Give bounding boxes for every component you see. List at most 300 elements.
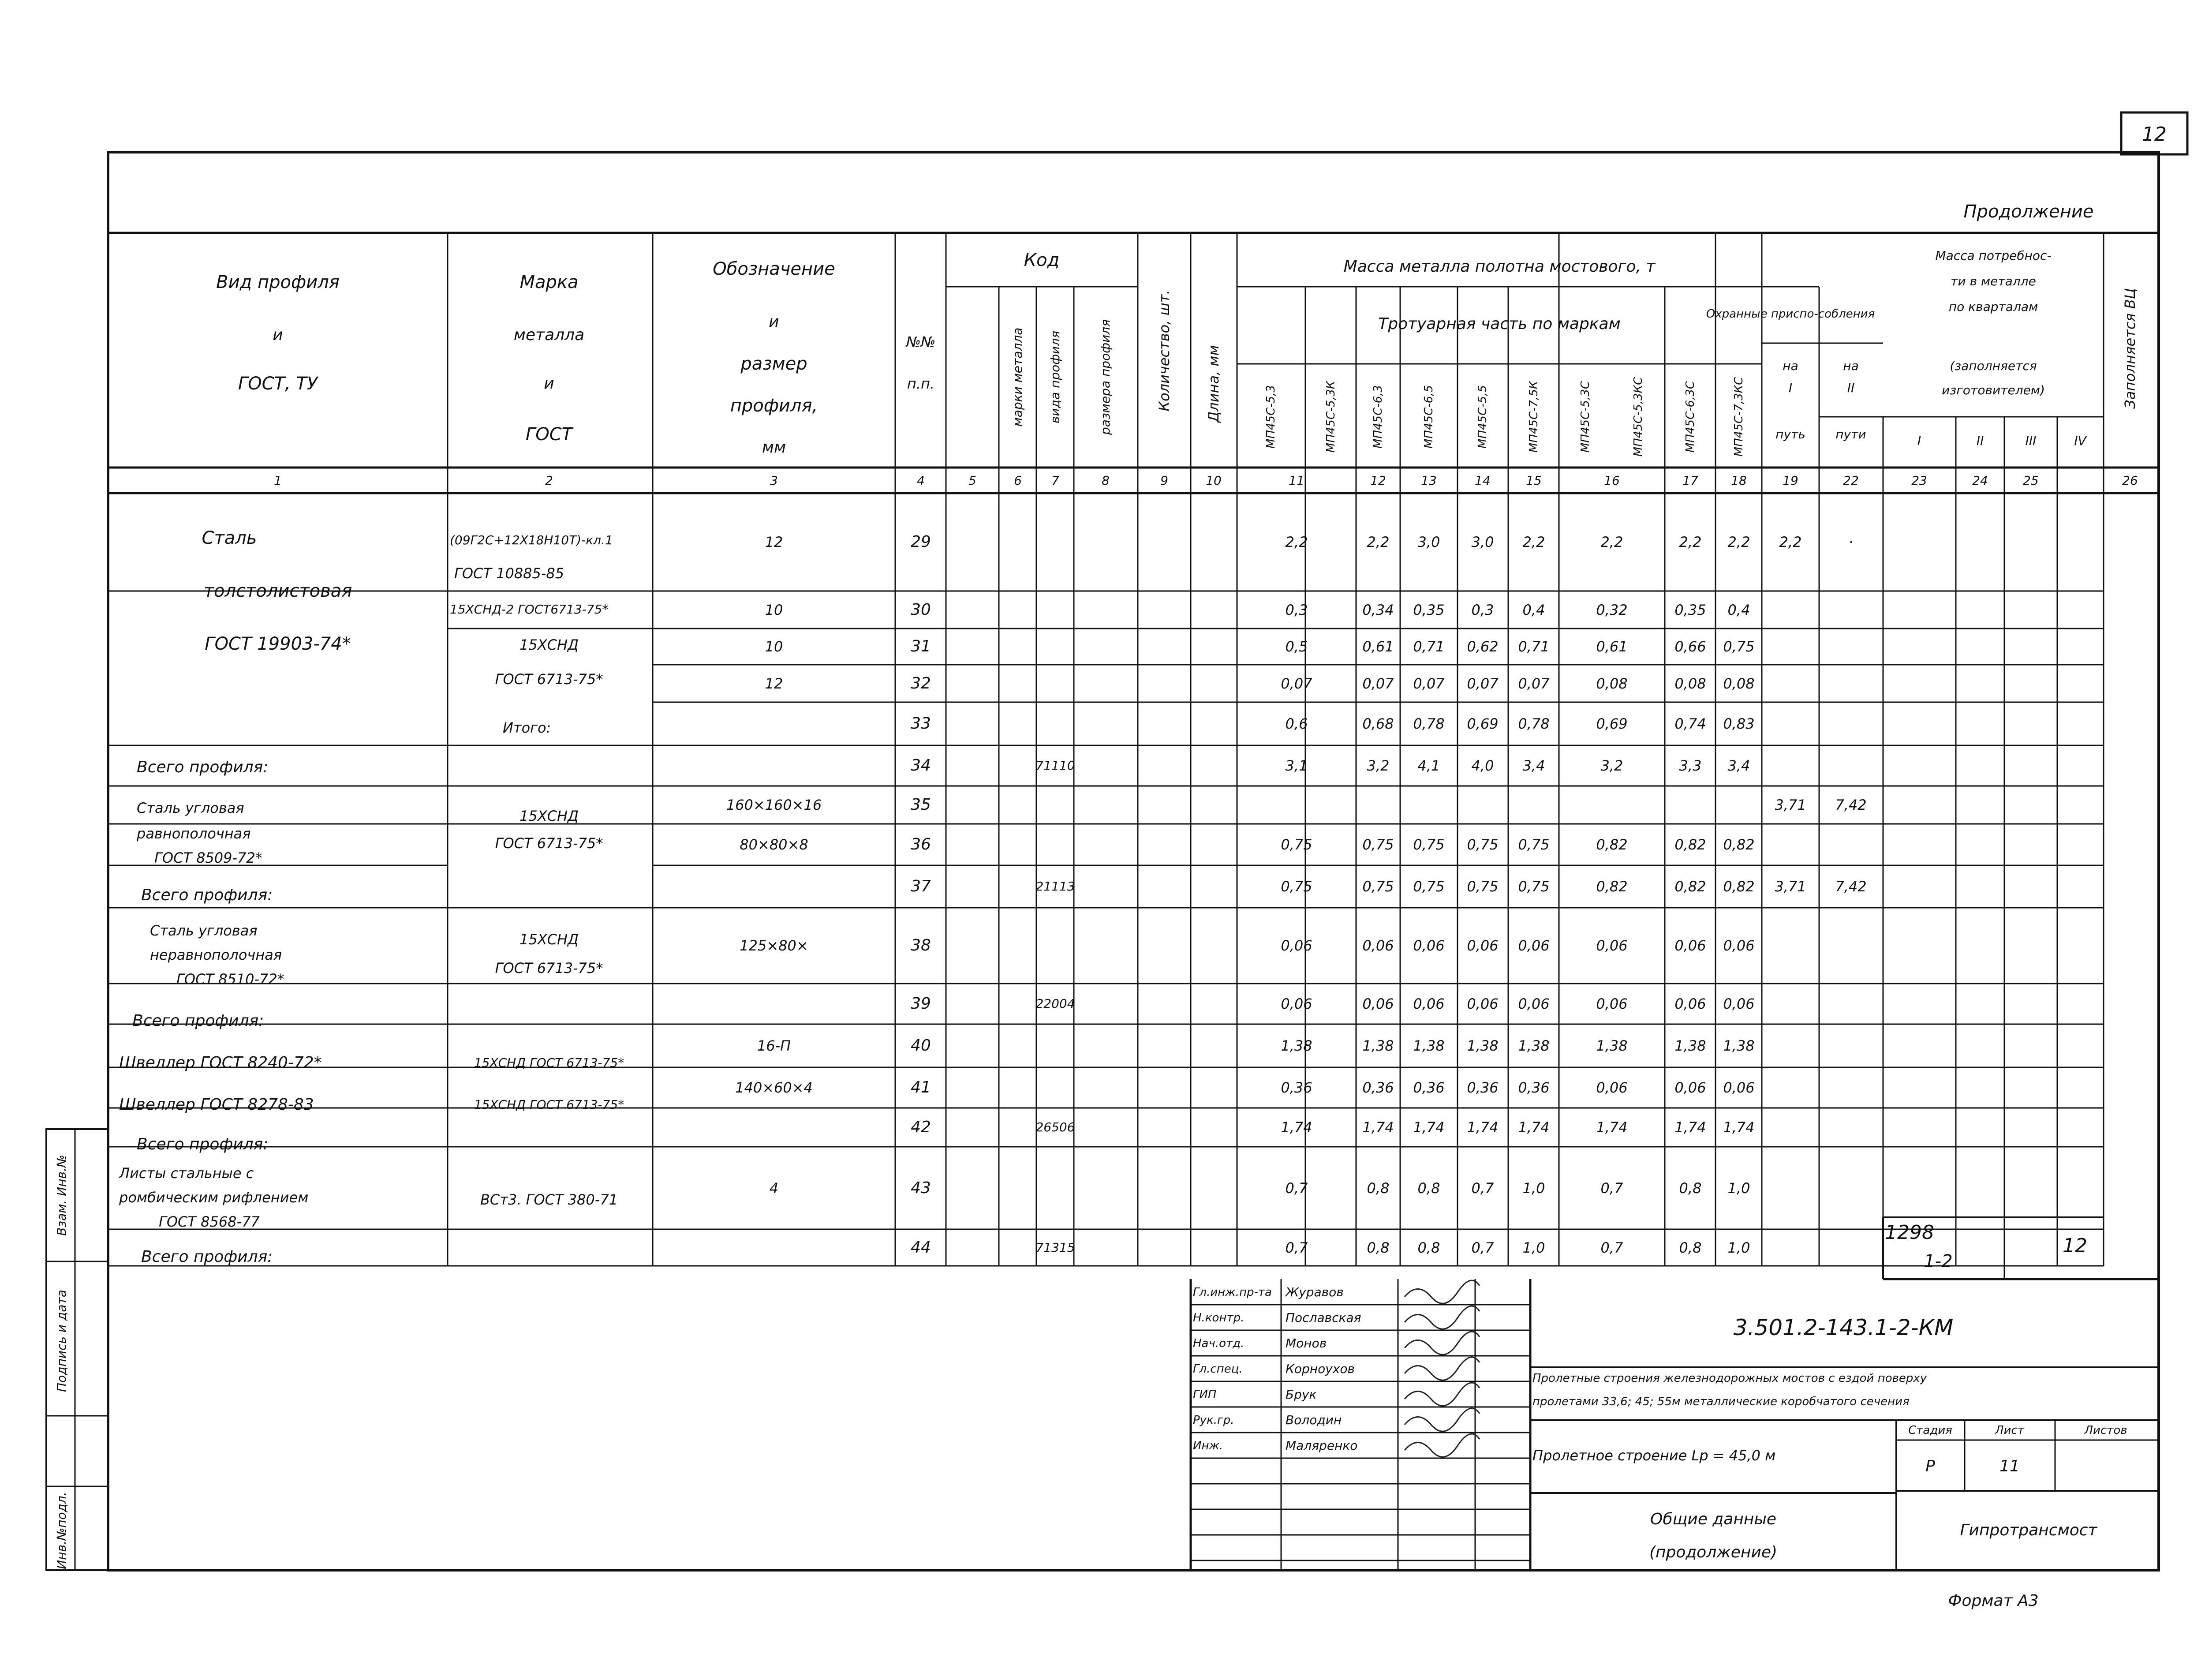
row-size: 140×60×4 xyxy=(735,1079,813,1096)
row-mass-value: 1,38 xyxy=(1596,1037,1628,1054)
col-number-11: 12 xyxy=(1370,473,1386,488)
stamp-list: Лист xyxy=(1995,1424,2024,1437)
row-ugl-ravn-1: Сталь угловая xyxy=(137,800,244,816)
row-mass-value: 0,06 xyxy=(1413,995,1445,1012)
row-number: 42 xyxy=(911,1118,931,1136)
stamp-name: Монов xyxy=(1286,1336,1327,1351)
row-number: 33 xyxy=(911,715,931,733)
row-ugl-ravn-3: ГОСТ 8509-72* xyxy=(154,849,262,866)
row-mass-value: 2,2 xyxy=(1727,534,1750,550)
row-vsego-3: Всего профиля: xyxy=(132,1012,264,1030)
signature xyxy=(1405,1357,1480,1380)
col-number-20: 23 xyxy=(1911,473,1927,488)
row-mass-value: 0,71 xyxy=(1413,638,1445,655)
header-npp: п.п. xyxy=(907,375,935,392)
row-mass-value: 0,8 xyxy=(1367,1179,1390,1197)
row-number: 39 xyxy=(911,995,931,1013)
header-mark-8: МП45С-6,3С xyxy=(1684,381,1697,453)
header-trotuar: Тротуарная часть по маркам xyxy=(1378,315,1621,333)
header-mark-2: МП45С-6,3 xyxy=(1372,385,1385,449)
row-mass-value: 0,36 xyxy=(1362,1079,1394,1096)
header-mark-6: МП45С-5,3С xyxy=(1579,381,1592,453)
header-mark-1: МП45С-5,3К xyxy=(1324,381,1338,453)
row-mass-value: 0,61 xyxy=(1596,638,1628,655)
row-mass-value: 1,38 xyxy=(1723,1037,1755,1054)
side-inv-podl: Инв.№подл. xyxy=(54,1492,69,1569)
row-mass-value: 0,7 xyxy=(1600,1179,1623,1197)
header-massa-potr-3: по кварталам xyxy=(1948,299,2038,314)
row-mass-value: 1,0 xyxy=(1522,1239,1545,1256)
row-mass-value: 0,06 xyxy=(1518,995,1550,1012)
row-mass-value: 0,06 xyxy=(1596,937,1628,954)
col-number-14: 15 xyxy=(1526,473,1542,488)
row-mass-value: 2,2 xyxy=(1600,534,1623,550)
header-massa: Масса металла полотна мостового, т xyxy=(1343,258,1656,276)
header-ohrannye: Охранные приспо-собления xyxy=(1706,307,1875,321)
row-mass-value: 2,2 xyxy=(1285,534,1308,550)
row-mass-value: 0,78 xyxy=(1413,715,1445,732)
document-name-2: (продолжение) xyxy=(1649,1543,1778,1561)
row-mass-value: 0,7 xyxy=(1285,1179,1308,1197)
stamp-role: Гл.спец. xyxy=(1193,1362,1243,1376)
stamp-stadiya: Стадия xyxy=(1908,1424,1952,1437)
header-na2: на xyxy=(1843,359,1859,373)
document-subtitle: Пролетное строение Lр = 45,0 м xyxy=(1532,1447,1776,1464)
row-mass-value: 0,08 xyxy=(1596,675,1628,692)
col-number-18: 19 xyxy=(1783,473,1798,488)
header-quarter-0: I xyxy=(1917,434,1921,448)
row-mass-value: 0,4 xyxy=(1522,601,1545,618)
row-mass-value: 0,69 xyxy=(1467,715,1499,732)
row-mass-value: 0,82 xyxy=(1596,878,1628,895)
stamp-name: Володин xyxy=(1286,1413,1342,1427)
row-stal-tolsto-2: толстолистовая xyxy=(203,581,352,601)
row-listy-3: ГОСТ 8568-77 xyxy=(159,1213,260,1230)
header-kolichestvo: Количество, шт. xyxy=(1156,290,1173,412)
row-stal-tolsto-1: Сталь xyxy=(202,528,257,548)
row-mass-value: 0,07 xyxy=(1281,675,1312,692)
row-number: 37 xyxy=(911,877,931,895)
stamp-role: ГИП xyxy=(1193,1388,1217,1401)
marka-r31-2: ГОСТ 6713-75* xyxy=(495,671,603,688)
row-mass-value: 0,62 xyxy=(1467,638,1499,655)
col-number-12: 13 xyxy=(1421,473,1437,488)
document-title-1: Пролетные строения железнодорожных мостов с ездой поверху xyxy=(1532,1372,1927,1385)
row-listy-1: Листы стальные с xyxy=(119,1165,254,1182)
col-number-15: 16 xyxy=(1604,473,1620,488)
row-mass-value: 1,74 xyxy=(1467,1119,1499,1136)
row-code: 21113 xyxy=(1035,879,1075,894)
document-name-1: Общие данные xyxy=(1650,1510,1777,1528)
row-ohr-2: 7,42 xyxy=(1835,797,1867,813)
row-mass-value: 0,61 xyxy=(1362,638,1394,655)
row-mass-value: 0,08 xyxy=(1674,675,1706,692)
signature xyxy=(1405,1332,1480,1354)
row-number: 38 xyxy=(911,936,931,954)
stamp-name: Пославская xyxy=(1286,1310,1361,1325)
side-podpis: Подпись и дата xyxy=(54,1290,69,1392)
row-number: 34 xyxy=(911,756,931,775)
header-npp-no: №№ xyxy=(906,333,936,350)
header-vc: Заполняется ВЦ xyxy=(2122,288,2138,409)
stamp-list-value: 11 xyxy=(1999,1457,2020,1475)
row-vsego-1: Всего профиля: xyxy=(137,758,269,776)
stamp-name: Маляренко xyxy=(1286,1438,1358,1453)
row-mass-value: 0,82 xyxy=(1674,878,1706,895)
row-mass-value: 0,06 xyxy=(1467,937,1499,954)
row-mass-value: 3,2 xyxy=(1367,757,1390,774)
row-shveller-2: Швеллер ГОСТ 8278-83 xyxy=(119,1096,314,1114)
row-number: 29 xyxy=(911,533,931,551)
header-mark-3: МП45С-6,5 xyxy=(1422,385,1435,449)
row-mass-value: 2,2 xyxy=(1522,534,1545,550)
col-number-23: 26 xyxy=(2122,473,2138,488)
row-mass-value: 0,82 xyxy=(1723,878,1755,895)
row-number: 40 xyxy=(911,1036,931,1055)
header-gost-tu: ГОСТ, ТУ xyxy=(238,374,318,394)
row-mass-value: 0,36 xyxy=(1518,1079,1550,1096)
row-number: 30 xyxy=(911,600,931,619)
row-mass-value: 0,8 xyxy=(1417,1179,1440,1197)
row-mass-value: 3,3 xyxy=(1679,757,1702,774)
row-size: 12 xyxy=(765,675,783,692)
row-size: 125×80× xyxy=(740,937,808,954)
document-code: 3.501.2-143.1-2-КМ xyxy=(1733,1315,1954,1340)
row-mass-value: 0,06 xyxy=(1362,995,1394,1012)
row-ugl-nerav-1: Сталь угловая xyxy=(150,922,258,939)
col-number-1: 2 xyxy=(545,473,553,488)
header-marka-gost: ГОСТ xyxy=(525,424,573,445)
row-mass-value: 0,06 xyxy=(1674,995,1706,1012)
row-mass-value: 0,75 xyxy=(1723,638,1755,655)
row-mass-value: 0,7 xyxy=(1285,1239,1308,1256)
row-stal-tolsto-3: ГОСТ 19903-74* xyxy=(205,634,351,654)
col-number-8: 9 xyxy=(1160,473,1168,488)
row-mass-value: 0,34 xyxy=(1362,601,1394,618)
row-mass-value: 0,07 xyxy=(1467,675,1499,692)
row-number: 44 xyxy=(911,1238,931,1257)
row-mass-value: 0,06 xyxy=(1723,1079,1755,1096)
row-code: 22004 xyxy=(1035,996,1075,1011)
row-ugl-nerav-2: неравнополочная xyxy=(150,947,282,963)
row-mass-value: 0,36 xyxy=(1413,1079,1445,1096)
row-mass-value: 0,75 xyxy=(1362,836,1394,853)
row-ugl-nerav-3: ГОСТ 8510-72* xyxy=(176,971,284,988)
header-mark-4: МП45С-5,5 xyxy=(1476,385,1489,449)
marka-r38-2: ГОСТ 6713-75* xyxy=(495,960,603,977)
marka-r30: 15ХСНД-2 ГОСТ6713-75* xyxy=(450,602,609,617)
header-mark-7: МП45С-5,3КС xyxy=(1632,377,1645,457)
row-size: 12 xyxy=(765,534,783,550)
row-mass-value: 1,38 xyxy=(1362,1037,1394,1054)
signature xyxy=(1405,1434,1480,1457)
organization: Гипротрансмост xyxy=(1960,1521,2097,1539)
row-listy-2: ромбическим рифлением xyxy=(119,1189,309,1206)
col-number-17: 18 xyxy=(1731,473,1747,488)
col-number-7: 8 xyxy=(1102,473,1110,488)
row-number: 32 xyxy=(911,674,931,692)
row-mass-value: 0,82 xyxy=(1596,836,1628,853)
row-mass-value: 0,75 xyxy=(1413,836,1445,853)
project-number: 1298 xyxy=(1885,1221,1934,1244)
row-mass-value: 0,06 xyxy=(1413,937,1445,954)
row-shveller-1: Швеллер ГОСТ 8240-72* xyxy=(119,1054,322,1072)
row-mass-value: 0,06 xyxy=(1674,1079,1706,1096)
stamp-name: Журавов xyxy=(1286,1285,1344,1299)
row-vsego-2: Всего профиля: xyxy=(141,886,273,904)
col-number-3: 4 xyxy=(917,473,925,488)
signature xyxy=(1405,1280,1480,1303)
marka-r40: 15ХСНД ГОСТ 6713-75* xyxy=(474,1055,624,1070)
stamp-role: Инж. xyxy=(1193,1439,1223,1452)
row-mass-value: 3,4 xyxy=(1727,757,1750,774)
row-mass-value: 0,75 xyxy=(1281,878,1312,895)
row-code: 71315 xyxy=(1035,1240,1075,1255)
header-massa-potr-1: Масса потребнос- xyxy=(1935,248,2052,263)
header-kod: Код xyxy=(1024,250,1060,270)
header-mark-9: МП45С-7,3КС xyxy=(1732,377,1745,457)
row-size: 160×160×16 xyxy=(726,797,822,813)
row-ugl-ravn-2: равнополочная xyxy=(137,825,251,842)
format-label: Формат А3 xyxy=(1948,1592,2039,1610)
row-mass-value: 0,75 xyxy=(1281,836,1312,853)
header-zapoln-2: изготовителем) xyxy=(1942,383,2045,397)
row-mass-value: 0,32 xyxy=(1596,601,1628,618)
row-mass-value: 0,07 xyxy=(1362,675,1394,692)
row-mass-value: 0,82 xyxy=(1723,836,1755,853)
row-mass-value: 1,74 xyxy=(1723,1119,1755,1136)
row-mass-value: 0,82 xyxy=(1674,836,1706,853)
row-mass-value: 3,0 xyxy=(1471,534,1494,550)
marka-r35-2: ГОСТ 6713-75* xyxy=(495,835,603,852)
header-marka-and: и xyxy=(544,374,554,393)
header-quarter-2: III xyxy=(2025,434,2037,448)
row-mass-value: 0,66 xyxy=(1674,638,1706,655)
row-mass-value: 1,38 xyxy=(1467,1037,1499,1054)
row-mass-value: 1,74 xyxy=(1413,1119,1445,1136)
row-size: 16-П xyxy=(757,1037,791,1054)
row-mass-value: 0,7 xyxy=(1471,1239,1494,1256)
row-mass-value: 0,3 xyxy=(1285,601,1308,618)
side-vzam: Взам. Инв.№ xyxy=(54,1155,69,1236)
row-mass-value: 0,06 xyxy=(1518,937,1550,954)
row-mass-value: 0,75 xyxy=(1413,878,1445,895)
header-mark-5: МП45С-7,5К xyxy=(1527,381,1540,453)
header-mm: мм xyxy=(762,438,786,456)
marka-r31-1: 15ХСНД xyxy=(519,636,579,653)
row-mass-value: 1,0 xyxy=(1727,1179,1750,1197)
row-mass-value: 1,38 xyxy=(1281,1037,1312,1054)
stamp-listov: Листов xyxy=(2084,1424,2127,1437)
row-mass-value: 0,75 xyxy=(1467,878,1499,895)
row-mass-value: 0,8 xyxy=(1679,1179,1702,1197)
marka-r29-2: ГОСТ 10885-85 xyxy=(454,565,564,582)
signature xyxy=(1405,1408,1480,1431)
header-zapoln-1: (заполняется xyxy=(1950,359,2037,373)
row-mass-value: 0,8 xyxy=(1367,1239,1390,1256)
row-number: 41 xyxy=(911,1078,931,1096)
row-mass-value: 0,06 xyxy=(1596,995,1628,1012)
row-mass-value: 1,74 xyxy=(1281,1119,1312,1136)
project-sheet: 12 xyxy=(2063,1235,2087,1257)
header-dlina: Длина, мм xyxy=(1205,345,1222,423)
marka-r35-1: 15ХСНД xyxy=(519,808,579,824)
col-number-6: 7 xyxy=(1051,473,1059,488)
marka-r41: 15ХСНД ГОСТ 6713-75* xyxy=(474,1097,624,1112)
row-mass-value: 0,35 xyxy=(1413,601,1445,618)
stamp-role: Н.контр. xyxy=(1193,1311,1245,1325)
header-vid-and: и xyxy=(273,326,283,344)
row-mass-value: 1,38 xyxy=(1518,1037,1550,1054)
row-mass-value: 1,38 xyxy=(1413,1037,1445,1054)
row-mass-value: 0,7 xyxy=(1471,1179,1494,1197)
row-mass-value: 0,75 xyxy=(1518,836,1550,853)
row-mass-value: 4,0 xyxy=(1471,757,1494,774)
row-vsego-5: Всего профиля: xyxy=(141,1248,273,1266)
row-vsego-4: Всего профиля: xyxy=(137,1135,269,1153)
col-number-9: 10 xyxy=(1206,473,1222,488)
row-mass-value: 0,74 xyxy=(1674,715,1706,732)
row-mass-value: 0,75 xyxy=(1467,836,1499,853)
row-mass-value: 0,35 xyxy=(1674,601,1706,618)
row-mass-value: 0,06 xyxy=(1596,1079,1628,1096)
header-vid-profilya: Вид профиля xyxy=(216,272,340,292)
row-mass-value: 0,06 xyxy=(1281,937,1312,954)
header-razmer: размер xyxy=(740,354,807,374)
row-size: 4 xyxy=(769,1179,779,1197)
row-mass-value: 0,71 xyxy=(1518,638,1550,655)
row-mass-value: 0,06 xyxy=(1723,995,1755,1012)
row-mass-value: 1,0 xyxy=(1522,1179,1545,1197)
row-mass-value: 0,06 xyxy=(1362,937,1394,954)
document-title-2: пролетами 33,6; 45; 55м металлические коробчатого сечения xyxy=(1532,1395,1910,1408)
row-mass-value: 0,08 xyxy=(1723,675,1755,692)
row-mass-value: 1,74 xyxy=(1518,1119,1550,1136)
col-number-10: 11 xyxy=(1289,473,1304,488)
continuation-label: Продолжение xyxy=(1963,202,2094,222)
header-na2-roman: II xyxy=(1847,381,1855,395)
row-size: 10 xyxy=(765,638,783,655)
row-mass-value: 1,0 xyxy=(1727,1239,1750,1256)
row-mass-value: 0,78 xyxy=(1518,715,1550,732)
col-number-5: 6 xyxy=(1014,473,1022,488)
header-na1: на xyxy=(1783,359,1798,373)
col-number-22: 25 xyxy=(2023,473,2039,488)
header-kod-marki: марки металла xyxy=(1010,327,1025,427)
row-ohr-1: 3,71 xyxy=(1775,797,1806,813)
row-ohr-1: 3,71 xyxy=(1775,878,1806,895)
marka-r29-1: (09Г2С+12Х18Н10Т)-кл.1 xyxy=(450,533,613,547)
row-mass-value: 0,4 xyxy=(1727,601,1750,618)
marka-r33: Итого: xyxy=(503,719,551,736)
header-quarter-1: II xyxy=(1976,434,1984,448)
row-mass-value: 1,74 xyxy=(1362,1119,1394,1136)
col-number-4: 5 xyxy=(968,473,976,488)
header-kod-razmera: размера профиля xyxy=(1098,319,1113,435)
header-profilya: профиля, xyxy=(730,396,818,416)
row-mass-value: 2,2 xyxy=(1679,534,1702,550)
row-mass-value: 0,5 xyxy=(1285,638,1308,655)
signature xyxy=(1405,1306,1480,1329)
row-mass-value: 1,74 xyxy=(1674,1119,1706,1136)
row-mass-value: 1,74 xyxy=(1596,1119,1628,1136)
row-mass-value: 3,1 xyxy=(1285,757,1308,774)
sheet-number: 12 xyxy=(2142,123,2167,146)
row-number: 35 xyxy=(911,796,931,814)
row-mass-value: 3,4 xyxy=(1522,757,1545,774)
row-number: 43 xyxy=(911,1179,931,1197)
header-marka: Марка xyxy=(519,272,579,292)
row-mass-value: 0,69 xyxy=(1596,715,1628,732)
col-number-2: 3 xyxy=(770,473,778,488)
row-mass-value: 0,06 xyxy=(1281,995,1312,1012)
row-size: 10 xyxy=(765,601,783,618)
row-code: 71110 xyxy=(1035,758,1075,773)
row-mass-value: 0,3 xyxy=(1471,601,1494,618)
row-mass-value: 0,7 xyxy=(1600,1239,1623,1256)
row-mass-value: 0,06 xyxy=(1674,937,1706,954)
header-na1-roman: I xyxy=(1788,381,1793,395)
marka-r38-1: 15ХСНД xyxy=(519,931,579,948)
row-number: 31 xyxy=(911,637,931,655)
row-mass-value: 0,6 xyxy=(1285,715,1308,732)
col-number-13: 14 xyxy=(1475,473,1491,488)
signature xyxy=(1405,1383,1480,1406)
header-metalla: металла xyxy=(513,326,585,344)
marka-r43: ВСт3. ГОСТ 380-71 xyxy=(480,1191,618,1208)
header-massa-potr-2: ти в металле xyxy=(1951,274,2036,288)
row-mass-value: 0,06 xyxy=(1723,937,1755,954)
header-oboznachenie: Обозначение xyxy=(713,259,835,279)
row-mass-value: 0,75 xyxy=(1362,878,1394,895)
col-number-16: 17 xyxy=(1682,473,1698,488)
stamp-name: Корноухов xyxy=(1286,1362,1355,1376)
header-mark-0: МП45С-5,3 xyxy=(1264,385,1278,449)
header-na1-put: путь xyxy=(1775,427,1805,442)
row-mass-value: 0,75 xyxy=(1518,878,1550,895)
col-number-21: 24 xyxy=(1972,473,1988,488)
row-mass-value: 0,8 xyxy=(1679,1239,1702,1256)
row-ohr-1: 2,2 xyxy=(1779,534,1802,550)
row-ohr-2: 7,42 xyxy=(1835,878,1867,895)
row-mass-value: 0,8 xyxy=(1417,1239,1440,1256)
row-code: 26506 xyxy=(1035,1120,1075,1134)
row-mass-value: 3,2 xyxy=(1600,757,1623,774)
row-number: 36 xyxy=(911,835,931,853)
row-mass-value: 0,07 xyxy=(1518,675,1550,692)
row-mass-value: 0,36 xyxy=(1281,1079,1312,1096)
header-kod-vida: вида профиля xyxy=(1048,330,1062,424)
project-sub: 1-2 xyxy=(1924,1251,1953,1272)
row-mass-value: 1,38 xyxy=(1674,1037,1706,1054)
row-mass-value: 0,07 xyxy=(1413,675,1445,692)
row-mass-value: 0,36 xyxy=(1467,1079,1499,1096)
col-number-0: 1 xyxy=(274,473,282,488)
row-mass-value: 0,83 xyxy=(1723,715,1755,732)
row-mass-value: 0,68 xyxy=(1362,715,1394,732)
header-na2-puti: пути xyxy=(1835,427,1866,442)
stamp-name: Брук xyxy=(1286,1387,1317,1402)
row-mass-value: 0,06 xyxy=(1467,995,1499,1012)
stamp-role: Гл.инж.пр-та xyxy=(1193,1286,1272,1299)
stamp-role: Нач.отд. xyxy=(1193,1337,1245,1350)
row-mass-value: 3,0 xyxy=(1417,534,1440,550)
col-number-19: 22 xyxy=(1843,473,1859,488)
row-size: 80×80×8 xyxy=(740,836,808,853)
row-mass-value: 2,2 xyxy=(1367,534,1390,550)
header-obozn-and: и xyxy=(769,313,779,331)
row-ohr-2: · xyxy=(1848,534,1854,550)
